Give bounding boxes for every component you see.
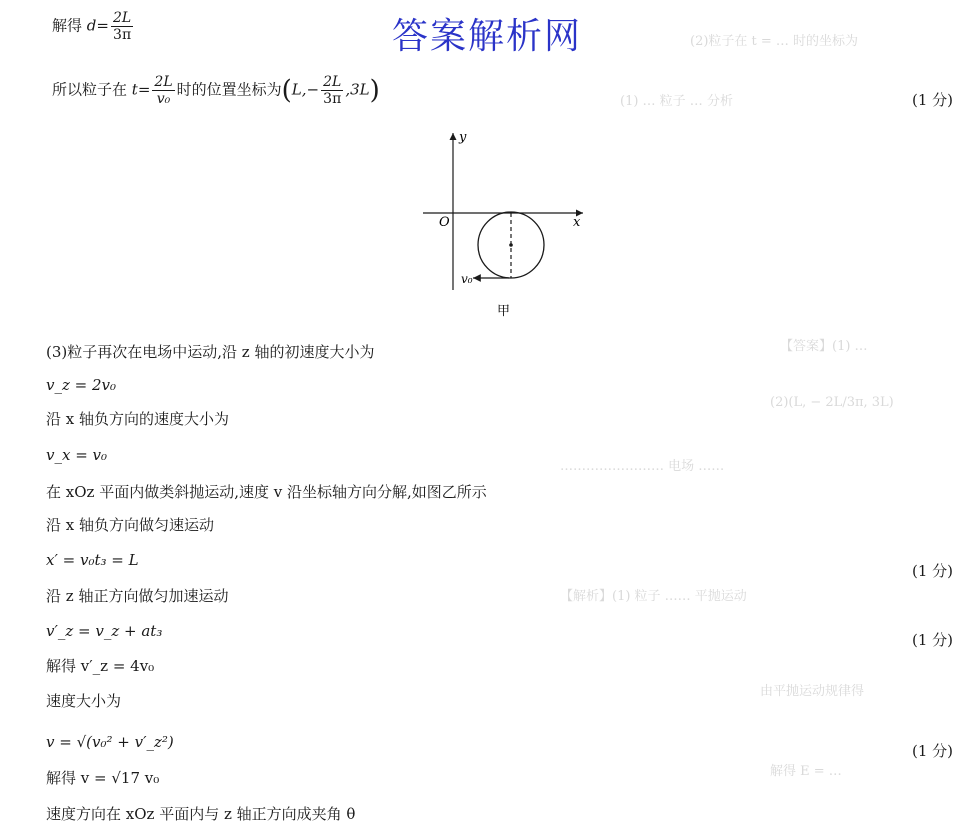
- bleed-text: 由平抛运动规律得: [760, 684, 865, 699]
- solution-line-13: 速度大小为: [46, 692, 122, 710]
- y-label: y: [459, 130, 467, 145]
- bleed-text: 【解析】(1) 粒子 …… 平抛运动: [560, 589, 747, 604]
- bleed-text: 【答案】(1) …: [780, 339, 868, 354]
- solution-line-12: 解得 v′_z = 4v₀: [46, 657, 155, 675]
- x-label: x: [573, 215, 581, 230]
- solution-line-3: (3)粒子再次在电场中运动,沿 z 轴的初速度大小为: [46, 343, 375, 361]
- score-label: (1 分): [911, 562, 953, 580]
- bleed-text: (1) … 粒子 … 分析: [620, 94, 733, 109]
- watermark: 答案解析网: [392, 16, 583, 57]
- v0-label: v₀: [461, 272, 473, 286]
- center-dot: [509, 243, 513, 247]
- fraction: $\frac{2L}{\text{v₀}}$: [154, 74, 173, 107]
- solution-line-15: 解得 v = √17 v₀: [46, 769, 160, 787]
- var-d: d: [86, 16, 97, 35]
- text-prefix: 解得: [52, 16, 83, 35]
- score-label: (1 分): [911, 631, 953, 649]
- var-t: t: [131, 80, 138, 99]
- text-prefix: 所以粒子在: [52, 80, 128, 99]
- equation-vx: v_x = v₀: [46, 446, 108, 464]
- equation-vz-prime: v′_z = v_z + at₃: [46, 622, 163, 640]
- origin-label: O: [439, 215, 450, 230]
- solution-line-2: 所以粒子在 t= $\frac{2L}{\text{v₀}}$ 时的位置坐标为(L,− $\frac{2L}{3\pi}$ ,3L): [52, 74, 380, 107]
- solution-line-10: 沿 z 轴正方向做匀加速运动: [46, 587, 229, 605]
- solution-line-7: 在 xOz 平面内做类斜抛运动,速度 v 沿坐标轴方向分解,如图乙所示: [46, 483, 487, 501]
- bleed-text: 解得 E = …: [770, 764, 842, 779]
- equation-vz: v_z = 2v₀: [46, 376, 117, 394]
- score-label: (1 分): [911, 742, 953, 760]
- fraction: $\frac{2L}{3\pi}$: [112, 10, 132, 43]
- bleed-text: (2)(L, − 2L/3π, 3L): [770, 395, 894, 410]
- solution-line-8: 沿 x 轴负方向做匀速运动: [46, 516, 214, 534]
- equation-speed: v = √(v₀² + v′_z²): [46, 733, 174, 751]
- equation-xprime: x′ = v₀t₃ = L: [46, 551, 139, 569]
- bleed-text: (2)粒子在 t = … 时的坐标为: [690, 34, 859, 49]
- solution-line-1: 解得 d= $\frac{2L}{3\pi}$: [52, 10, 132, 43]
- text-mid: 时的位置坐标为: [176, 80, 282, 99]
- fraction: $\frac{2L}{3\pi}$: [323, 74, 342, 107]
- score-label: (1 分): [911, 91, 953, 109]
- figure-jia: [415, 125, 590, 320]
- solution-line-16: 速度方向在 xOz 平面内与 z 轴正方向成夹角 θ: [46, 805, 356, 823]
- solution-line-5: 沿 x 轴负方向的速度大小为: [46, 410, 229, 428]
- figure-caption: 甲: [497, 304, 511, 319]
- bleed-text: …………………… 电场 ……: [560, 459, 725, 474]
